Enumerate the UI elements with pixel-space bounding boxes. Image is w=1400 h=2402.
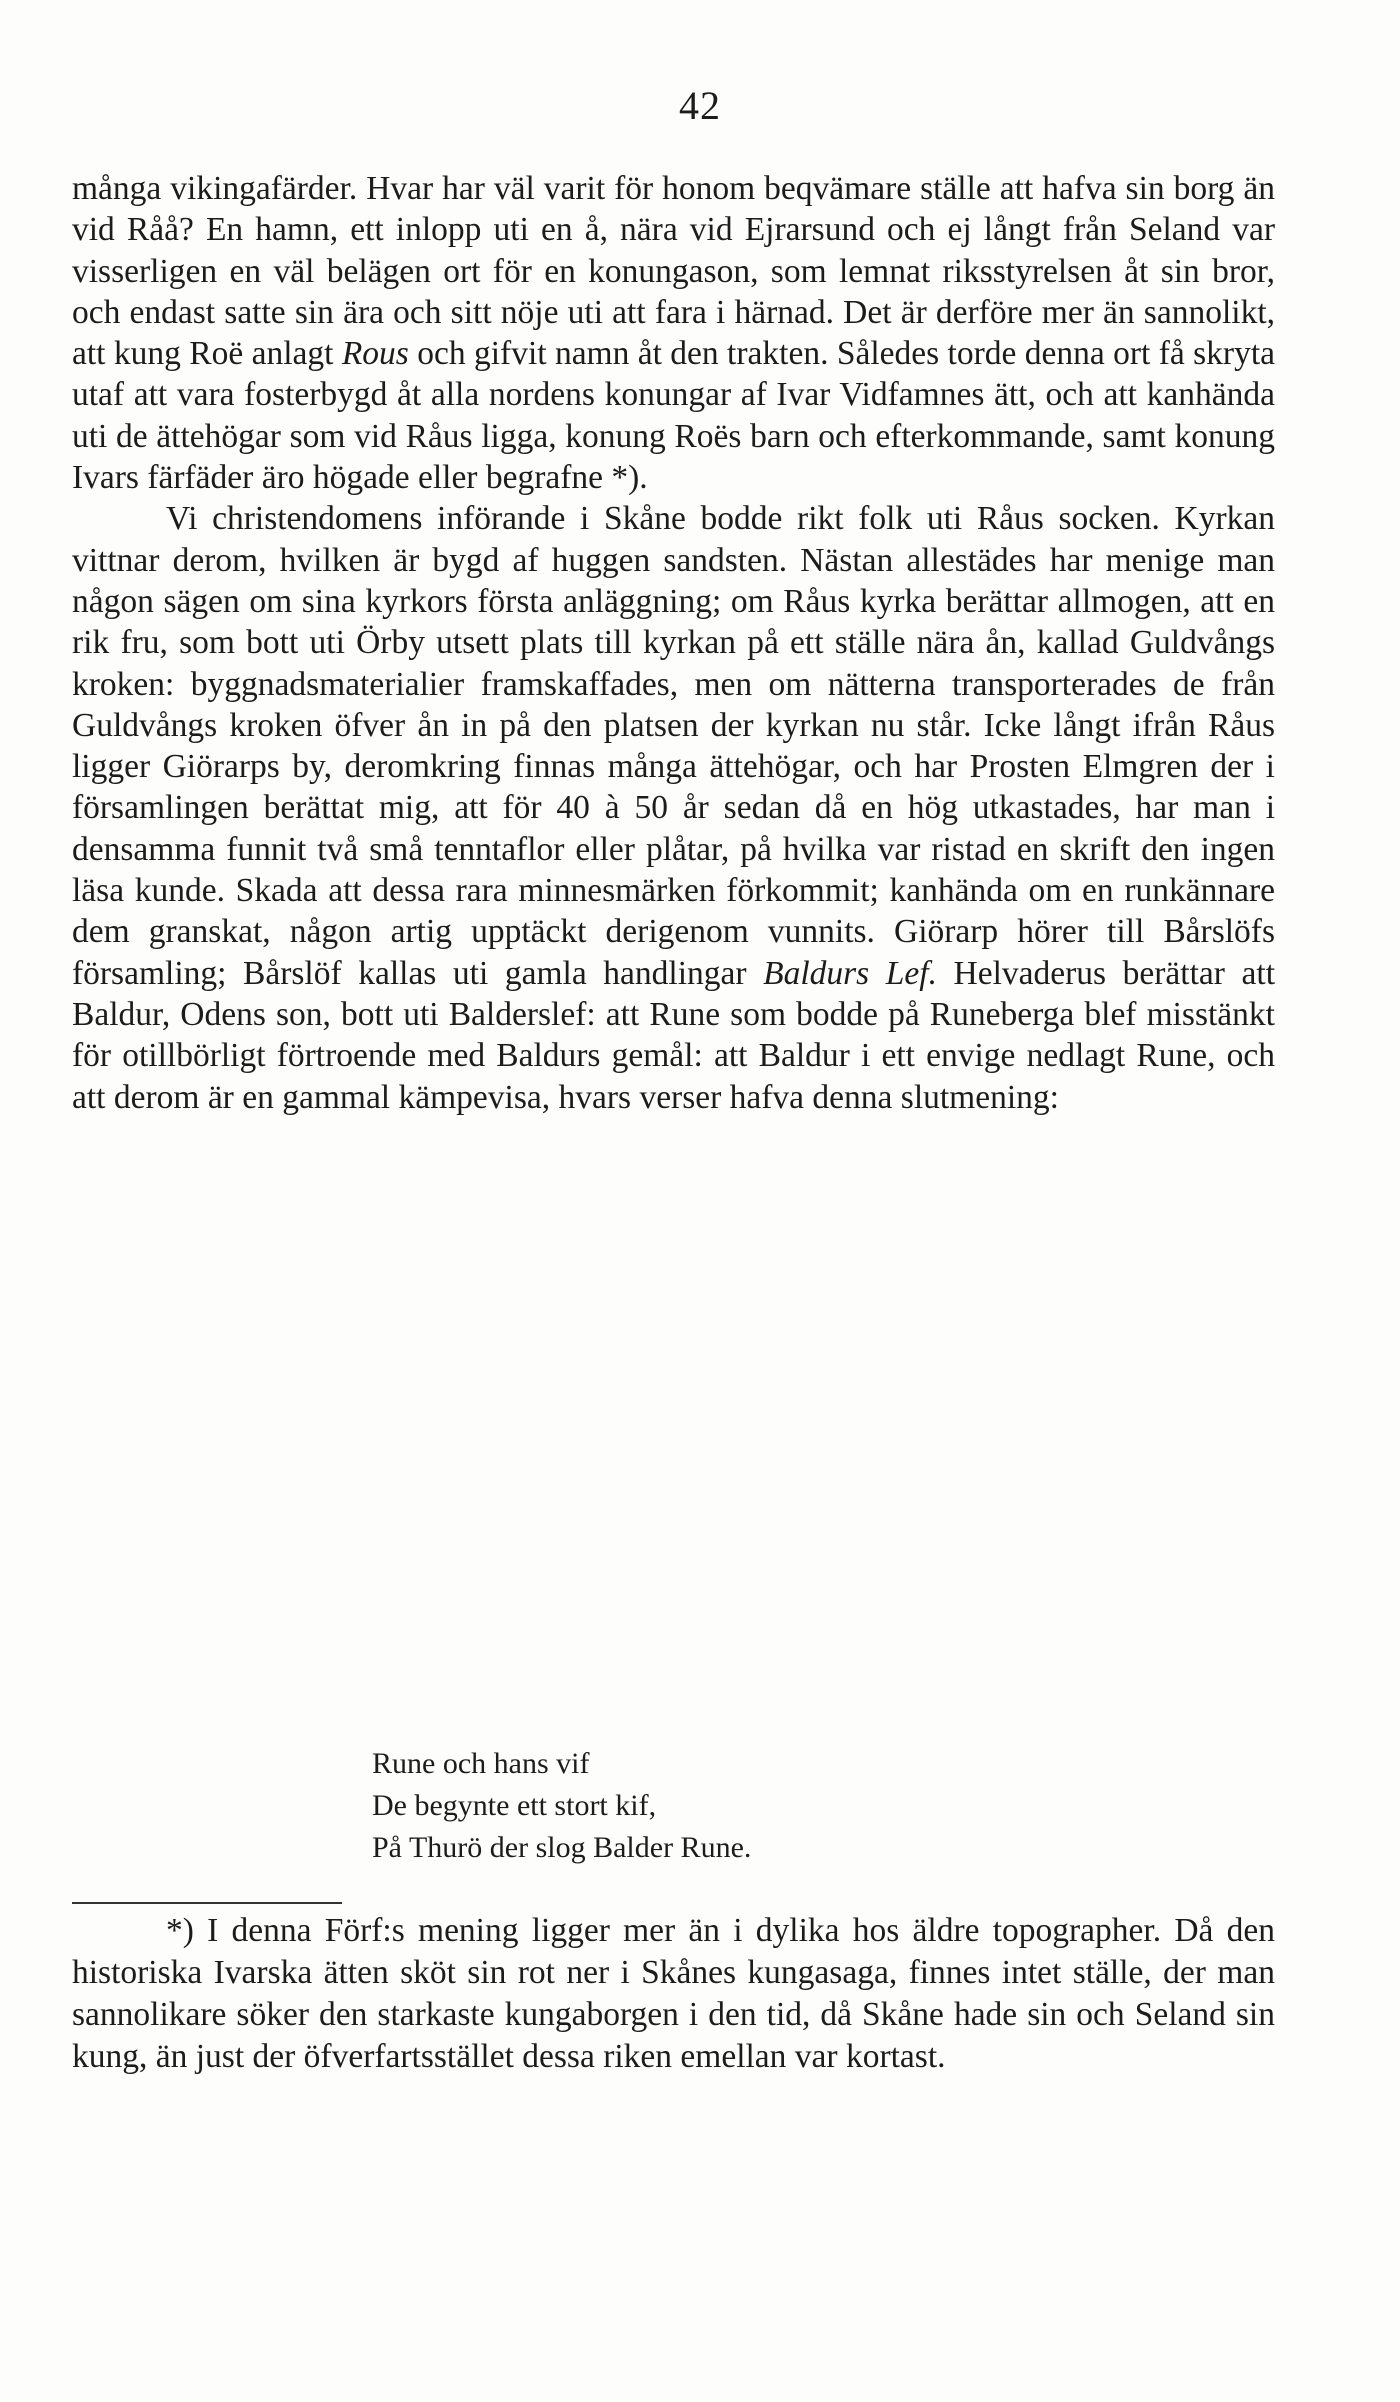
paragraph-1-part-1: många vikingafärder. Hvar har väl varit för honom beqvämare ställe att hafva sin borg än vid Råå? En hamn, ett inlopp uti en å, nära vid Ejrarsund och ej långt från Seland var visserligen en väl belägen ort för en konungason, som lemnat riksstyrelsen åt sin bror, och endast satte sin ära och sitt nöje uti att fara i härnad. Det är derföre mer än sannolikt, att kung Roë anlagt [72, 170, 1275, 373]
verse-line: Rune och hans vif [372, 1747, 590, 1780]
footnote: *) I denna Förf:s mening ligger mer än i dylika hos äldre topographer. Då den historiska Ivarska ätten sköt sin rot ner i Skånes kungasaga, finnes intet ställe, der man sannolikare söker den starkaste kungaborgen i den tid, då Skåne hade sin och Seland sin kung, än just der öfverfartsstället dessa riken emellan var kortast. [72, 1912, 1275, 2075]
paragraph-2 [72, 498, 1275, 1117]
paragraph-1 [72, 168, 1275, 498]
verse-line: På Thurö der slog Balder Rune. [372, 1831, 752, 1864]
footnote-divider [72, 1902, 342, 1904]
paragraph-1-italic-place-name: Rous [341, 335, 409, 373]
verse-block [372, 1743, 751, 1869]
paragraph-1-part-2: och gifvit namn åt den trakten. Således torde denna ort få skryta utaf att vara fosterbygd åt alla nordens konungar af Ivar Vidfamnes ätt, och att kanhända uti de ättehögar som vid Råus ligga, konung Roës barn och efterkommande, samt konung Ivars färfäder äro högade eller begrafne *). [72, 335, 1275, 497]
paragraph-2-part-2: Helvaderus berättar att Baldur, Odens son, bott uti Balderslef: att Rune som bodde på Runeberga blef misstänkt för otillbörligt förtroende med Baldurs gemål: att Baldur i ett envige nedlagt Rune, och att derom är en gammal kämpevisa, hvars verser hafva denna slutmening: [72, 954, 1275, 1116]
paragraph-2-part-1: Vi christendomens införande i Skåne bodde rikt folk uti Råus socken. Kyrkan vittnar derom, hvilken är bygd af huggen sandsten. Nästan allestädes har menige man någon sägen om sina kyrkors första anläggning; om Råus kyrka berättar allmogen, att en rik fru, som bott uti Örby utsett plats till kyrkan på ett ställe nära ån, kallad Guldvångs kroken: byggnadsmaterialier framskaffades, men om nätterna transporterades de från Guldvångs kroken öfver ån in på den platsen der kyrkan nu står. Icke långt ifrån Råus ligger Giörarps by, deromkring finnas många ättehögar, och har Prosten Elmgren der i församlingen berättat mig, att för 40 à 50 år sedan då en hög utkastades, har man i densamma funnit två små tenntaflor eller plåtar, på hvilka var ristad en skrift den ingen läsa kunde. Skada att dessa rara minnesmärken förkommit; kanhända om en runkännare dem granskat, någon artig upptäckt derigenom vunnits. Giörarp hörer till Bårslöfs församling; Bårslöf kallas uti gamla handlingar [72, 500, 1275, 992]
main-text [72, 168, 1275, 1118]
paragraph-2-italic-place-name: Baldurs Lef. [763, 954, 937, 992]
page-number: 42 [679, 83, 721, 128]
verse-line: De begynte ett stort kif, [372, 1789, 657, 1822]
